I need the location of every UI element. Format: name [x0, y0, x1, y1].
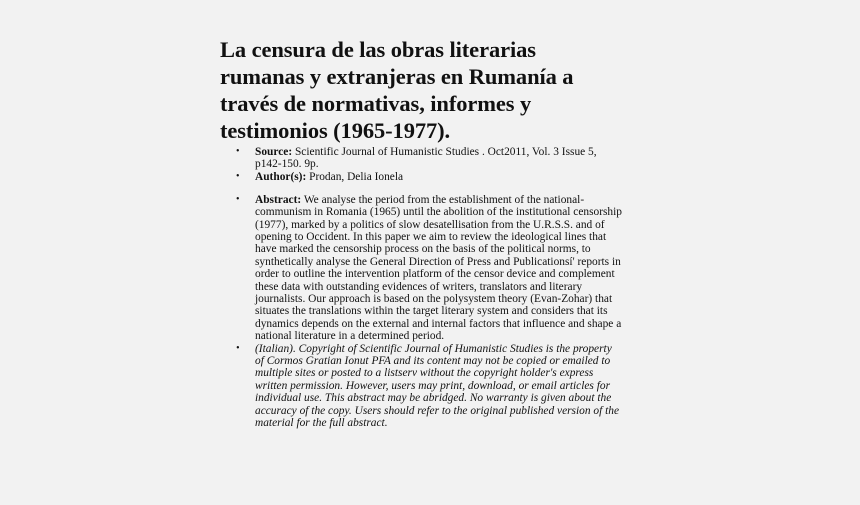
source-line: [255, 146, 655, 158]
bullet-icon: •: [236, 146, 240, 157]
abstract-line: national literature in a determined period.: [255, 330, 445, 343]
abstract-line: communism in Romania (1965) until the abolition of the institutional censorship: [255, 206, 622, 219]
abstract-line: opening to Occident. In this paper we aim to review the ideological lines that: [255, 230, 607, 243]
copyright-line: individual use. This abstract may be abridged. No warranty is given about the: [255, 392, 612, 405]
abstract-line: [255, 194, 655, 206]
copyright-line: of Cormos Gratian Ionut PFA and its content may not be copied or emailed to: [255, 355, 611, 367]
source-line: p142-150. 9p.: [255, 158, 319, 171]
abstract-line: synthetically analyse the General Direction of Press and Publicationsí' reports in: [255, 255, 621, 268]
authors-line: [255, 171, 655, 183]
authors-label: Author(s):: [255, 170, 307, 183]
title-line: testimonios (1965-1977).: [220, 118, 451, 143]
abstract-line: these data with outstanding evidences of writers, translators and literary: [255, 280, 583, 293]
abstract-label: Abstract:: [255, 193, 302, 206]
authors-text: Prodan, Delia Ionela: [306, 170, 404, 183]
source-label: Source:: [255, 146, 293, 158]
metadata-list: [0, 146, 655, 429]
title-line: rumanas y extranjeras en Rumanía a: [220, 64, 574, 89]
source-item: [0, 146, 655, 171]
abstract-line: (1977), marked by a politics of slow desatellisation from the U.R.S.S. and of: [255, 218, 605, 231]
bullet-icon: •: [236, 342, 240, 354]
source-text: Scientific Journal of Humanistic Studies . Oct2011, Vol. 3 Issue 5,: [292, 146, 597, 158]
abstract-line: dynamics depends on the external and internal factors that influence and shape a: [255, 317, 622, 330]
copyright-line: multiple sites or posted to a listserv without the copyright holder's express: [255, 367, 594, 380]
bullet-icon: •: [236, 170, 240, 182]
spacer: [0, 183, 655, 194]
copyright-line: material for the full abstract.: [255, 417, 388, 430]
bullet-icon: •: [236, 193, 240, 205]
title-line: La censura de las obras literarias: [220, 37, 536, 62]
copyright-line: accuracy of the copy. Users should refer to the original published version of the: [255, 404, 620, 417]
title-line: través de normativas, informes y: [220, 91, 532, 116]
abstract-line: have marked the censorship process on the basis of the political norms, to: [255, 243, 591, 256]
copyright-line: (Italian). Copyright of Scientific Journal of Humanistic Studies is the property: [255, 342, 612, 355]
abstract-item: [0, 194, 655, 343]
authors-item: [0, 171, 655, 183]
copyright-line: written permission. However, users may print, download, or email articles for: [255, 379, 610, 392]
abstract-line: journalists. Our approach is based on the polysystem theory (Evan-Zohar) that: [255, 292, 613, 305]
abstract-line: situates the translations within the target literary system and considers that its: [255, 305, 608, 318]
article-title: [220, 36, 660, 144]
abstract-text: We analyse the period from the establishment of the national-: [301, 193, 585, 206]
abstract-line: order to outline the intervention platform of the censor device and complement: [255, 268, 615, 281]
copyright-item: [0, 343, 655, 430]
